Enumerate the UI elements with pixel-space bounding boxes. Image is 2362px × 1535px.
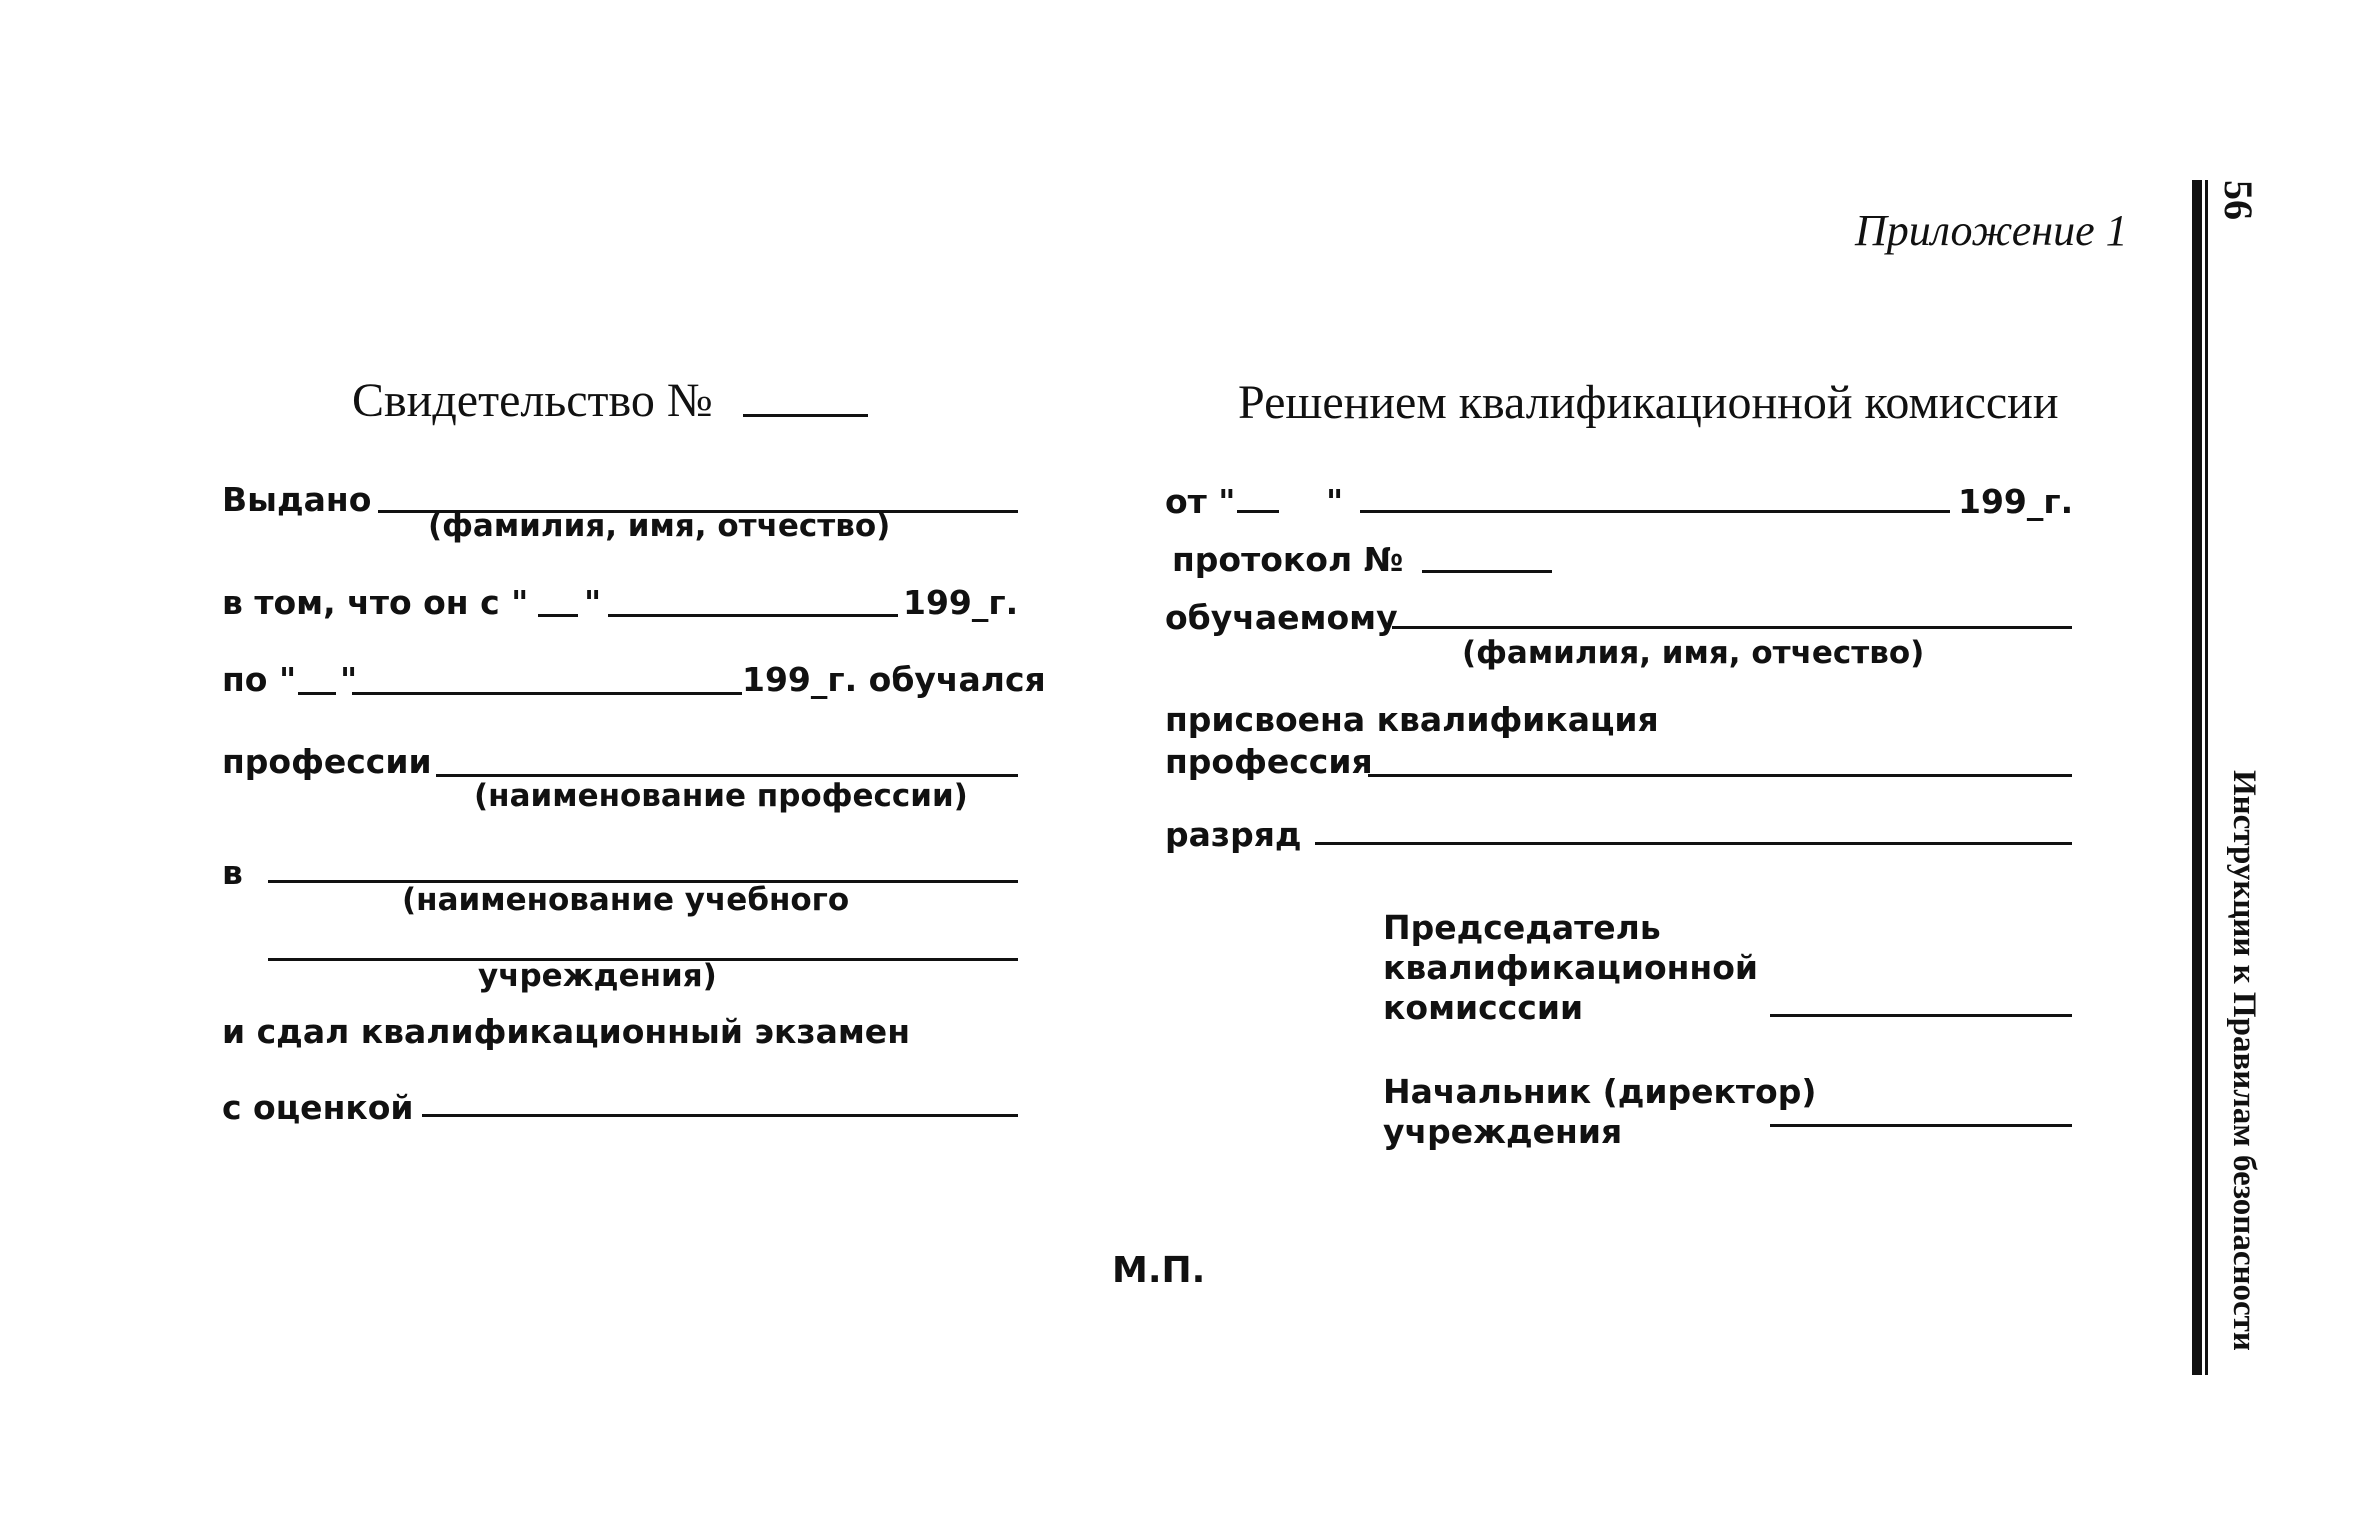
protocol-number-line [1422, 570, 1552, 573]
profession-label: профессии [222, 742, 432, 781]
right-profession-label: профессия [1165, 742, 1373, 781]
institution-hint-2: учреждения) [478, 958, 717, 994]
to-date-quote: " [340, 660, 358, 699]
chairman-label-1: Председатель [1383, 908, 1661, 947]
certificate-title: Свидетельство № [352, 374, 713, 427]
from-month-line [608, 614, 898, 617]
head-label-2: учреждения [1383, 1112, 1623, 1151]
stamp-place-label: М.П. [1112, 1250, 1206, 1291]
issued-name-hint: (фамилия, имя, отчество) [428, 508, 891, 544]
head-signature-line [1770, 1124, 2072, 1127]
from-date-quote: " [584, 583, 602, 622]
head-label-1: Начальник (директор) [1383, 1072, 1817, 1111]
from-year-label: 199_г. [903, 583, 1019, 622]
from-day-line [538, 614, 578, 617]
from-date-label: в том, что он с " [222, 583, 529, 622]
running-title: Инструкции к Правилам безопасности [2226, 770, 2262, 1351]
institution-label: в [222, 853, 243, 892]
grade-line [422, 1114, 1018, 1117]
trainee-name-hint: (фамилия, имя, отчество) [1462, 635, 1925, 671]
rank-line [1315, 842, 2072, 845]
trainee-name-line [1392, 626, 2072, 629]
page-number: 56 [2216, 180, 2261, 220]
rank-label: разряд [1165, 815, 1302, 854]
to-date-label: по " [222, 660, 297, 699]
decision-month-line [1360, 510, 1950, 513]
chairman-label-3: комисссии [1383, 988, 1584, 1027]
profession-hint: (наименование профессии) [474, 778, 968, 814]
trainee-label: обучаемому [1165, 598, 1398, 637]
side-rule-thick [2192, 180, 2202, 1375]
protocol-label: протокол № [1172, 540, 1404, 579]
decision-day-line [1237, 510, 1279, 513]
exam-passed-label: и сдал квалификационный экзамен [222, 1012, 910, 1051]
issued-label: Выдано [222, 480, 372, 519]
decision-date-label: от " [1165, 482, 1236, 521]
grade-label: с оценкой [222, 1088, 414, 1127]
certificate-number-line [743, 414, 868, 417]
commission-title: Решением квалификационной комиссии [1238, 376, 2059, 429]
qualification-assigned-label: присвоена квалификация [1165, 700, 1659, 739]
to-day-line [298, 692, 336, 695]
institution-hint-1: (наименование учебного [402, 882, 850, 918]
decision-date-quote: " [1326, 482, 1344, 521]
right-profession-line [1368, 774, 2072, 777]
to-month-line [352, 692, 742, 695]
decision-year-label: 199_г. [1958, 482, 2074, 521]
profession-line [436, 774, 1018, 777]
chairman-label-2: квалификационной [1383, 948, 1759, 987]
to-year-label: 199_г. обучался [742, 660, 1046, 699]
chairman-signature-line [1770, 1014, 2072, 1017]
side-rule-thin [2205, 180, 2208, 1375]
appendix-label: Приложение 1 [1855, 206, 2128, 255]
